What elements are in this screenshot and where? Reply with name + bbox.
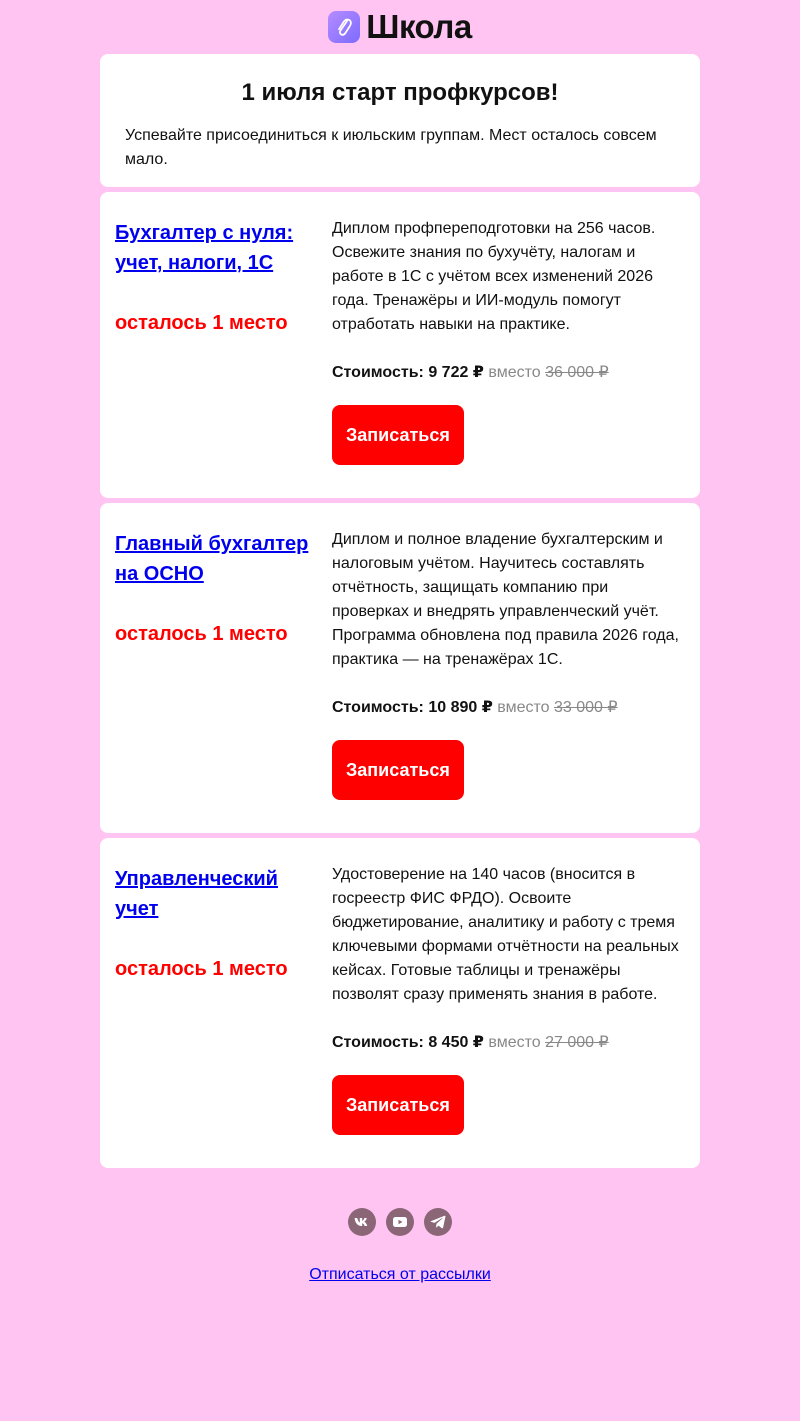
enroll-button[interactable]: Записаться xyxy=(332,1075,464,1135)
course-right xyxy=(332,217,682,465)
course-left xyxy=(115,864,315,984)
seats-left: осталось 1 место xyxy=(115,312,288,334)
price-old: 27 000 ₽ xyxy=(545,1034,609,1051)
header xyxy=(0,0,800,54)
course-right xyxy=(332,863,682,1135)
course-title-link[interactable]: Главный бухгалтер на ОСНО xyxy=(115,533,309,585)
intro-title: 1 июля старт профкурсов! xyxy=(241,79,559,106)
course-left xyxy=(115,218,315,338)
price-instead: вместо xyxy=(488,1034,541,1051)
price-instead: вместо xyxy=(488,364,541,381)
course-card xyxy=(100,192,700,498)
price-line xyxy=(332,1031,682,1055)
seats-left: осталось 1 место xyxy=(115,623,288,645)
course-card xyxy=(100,503,700,833)
youtube-icon[interactable] xyxy=(386,1208,414,1236)
enroll-button[interactable]: Записаться xyxy=(332,740,464,800)
course-left xyxy=(115,529,315,649)
price-line xyxy=(332,361,682,385)
price-current: Стоимость: 8 450 ₽ xyxy=(332,1034,484,1051)
course-card xyxy=(100,838,700,1168)
social-links xyxy=(0,1208,800,1236)
enroll-button[interactable]: Записаться xyxy=(332,405,464,465)
vk-icon[interactable] xyxy=(348,1208,376,1236)
course-title-link[interactable]: Бухгалтер с нуля: учет, налоги, 1С xyxy=(115,222,294,274)
price-instead: вместо xyxy=(497,699,550,716)
footer xyxy=(0,1266,800,1284)
intro-text: Успевайте присоединиться к июльским группам. Мест осталось совсем мало. xyxy=(125,127,657,168)
course-description: Диплом профпереподготовки на 256 часов. Освежите знания по бухучёту, налогам и работе в 1С с учётом всех изменений 2026 года. Тренажёры и ИИ-модуль помогут отработать навыки на практике. xyxy=(332,220,656,333)
price-old: 36 000 ₽ xyxy=(545,364,609,381)
price-line xyxy=(332,696,682,720)
logo-text: Школа xyxy=(366,7,472,45)
course-description: Удостоверение на 140 часов (вносится в госреестр ФИС ФРДО). Освоите бюджетирование, аналитику и работу с тремя ключевыми формами отчётности на реальных кейсах. Готовые таблицы и тренажёры позволят сразу применять знания в работе. xyxy=(332,866,679,1003)
intro-card xyxy=(100,54,700,187)
course-title-link[interactable]: Управленческий учет xyxy=(115,868,278,920)
unsubscribe-link[interactable]: Отписаться от рассылки xyxy=(309,1266,491,1283)
price-current: Стоимость: 9 722 ₽ xyxy=(332,364,484,381)
course-right xyxy=(332,528,682,800)
logo[interactable] xyxy=(328,7,472,45)
seats-left: осталось 1 место xyxy=(115,958,288,980)
paperclip-icon xyxy=(328,11,360,43)
telegram-icon[interactable] xyxy=(424,1208,452,1236)
course-description: Диплом и полное владение бухгалтерским и налоговым учётом. Научитесь составлять отчётность, защищать компанию при проверках и внедрять управленческий учёт. Программа обновлена под правила 2026 года, практика — на тренажёрах 1С. xyxy=(332,531,679,668)
price-old: 33 000 ₽ xyxy=(554,699,618,716)
price-current: Стоимость: 10 890 ₽ xyxy=(332,699,493,716)
